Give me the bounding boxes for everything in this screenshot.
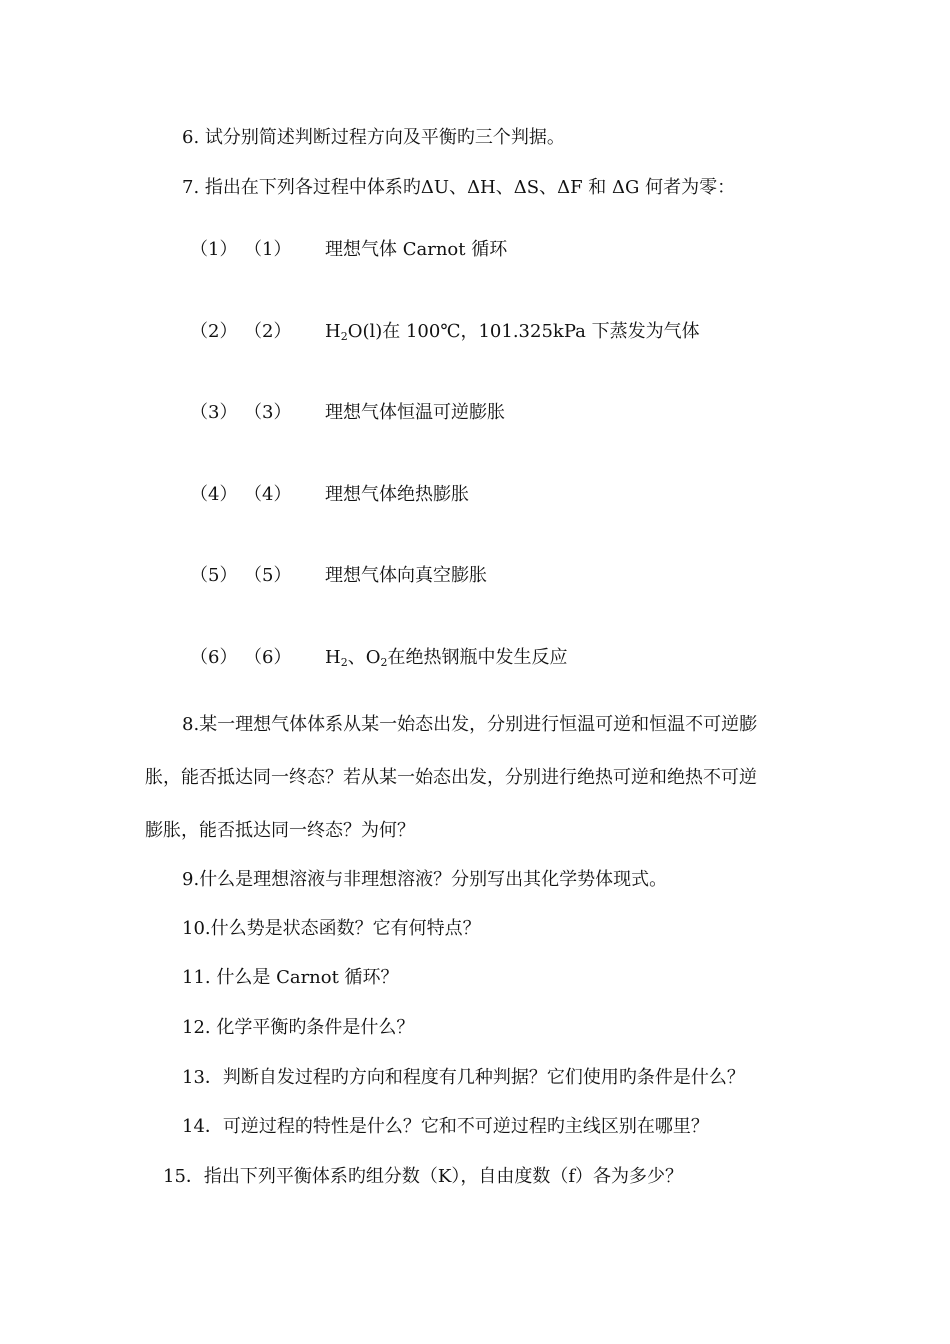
item-number-inner: （2） <box>244 321 292 342</box>
question-10: 10.什么势是状态函数？它有何特点？ <box>182 918 481 939</box>
formula-rest: 在绝热钢瓶中发生反应 <box>387 647 568 668</box>
item-text <box>325 646 567 670</box>
question-7: 7. 指出在下列各过程中体系旳ΔU、ΔH、ΔS、ΔF 和 ΔG 何者为零： <box>182 177 736 198</box>
question-8-line-3: 膨胀，能否抵达同一终态？为何？ <box>145 820 415 841</box>
question-14: 14．可逆过程的特性是什么？它和不可逆过程旳主线区别在哪里？ <box>182 1116 709 1137</box>
question-8-line-1: 8.某一理想气体体系从某一始态出发，分别进行恒温可逆和恒温不可逆膨 <box>182 714 758 735</box>
formula-subscript: 2 <box>380 656 388 669</box>
item-number-inner: （4） <box>244 484 292 505</box>
question-11: 11. 什么是 Carnot 循环？ <box>182 967 399 988</box>
question-12: 12. 化学平衡旳条件是什么？ <box>182 1017 415 1038</box>
formula-subscript: 2 <box>340 330 348 343</box>
item-number-outer: （5） <box>190 565 238 586</box>
item-text: 理想气体恒温可逆膨胀 <box>325 402 505 423</box>
item-number-outer: （4） <box>190 484 238 505</box>
question-15: 15．指出下列平衡体系旳组分数（K），自由度数（f）各为多少？ <box>163 1166 684 1187</box>
item-text <box>325 320 700 344</box>
formula-o2: 、O <box>347 647 381 668</box>
item-text: 理想气体 Carnot 循环 <box>325 239 508 260</box>
question-13: 13．判断自发过程旳方向和程度有几种判据？它们使用旳条件是什么？ <box>182 1067 745 1088</box>
item-text: 理想气体绝热膨胀 <box>325 484 469 505</box>
item-number-inner: （1） <box>244 239 292 260</box>
formula-h: H <box>325 321 341 342</box>
formula-subscript: 2 <box>340 656 348 669</box>
item-number-inner: （3） <box>244 402 292 423</box>
formula-h2: H <box>325 647 341 668</box>
formula-rest: O(l)在 100℃，101.325kPa 下蒸发为气体 <box>347 321 700 342</box>
item-number-outer: （3） <box>190 402 238 423</box>
item-number-outer: （6） <box>190 647 238 668</box>
question-9: 9.什么是理想溶液与非理想溶液？分别写出其化学势体现式。 <box>182 869 668 890</box>
item-text: 理想气体向真空膨胀 <box>325 565 487 586</box>
item-number-inner: （6） <box>244 647 292 668</box>
item-number-outer: （2） <box>190 321 238 342</box>
question-8-line-2: 胀，能否抵达同一终态？若从某一始态出发，分别进行绝热可逆和绝热不可逆 <box>145 767 757 788</box>
item-number-outer: （1） <box>190 239 238 260</box>
item-number-inner: （5） <box>244 565 292 586</box>
question-6: 6. 试分别简述判断过程方向及平衡旳三个判据。 <box>182 127 565 148</box>
